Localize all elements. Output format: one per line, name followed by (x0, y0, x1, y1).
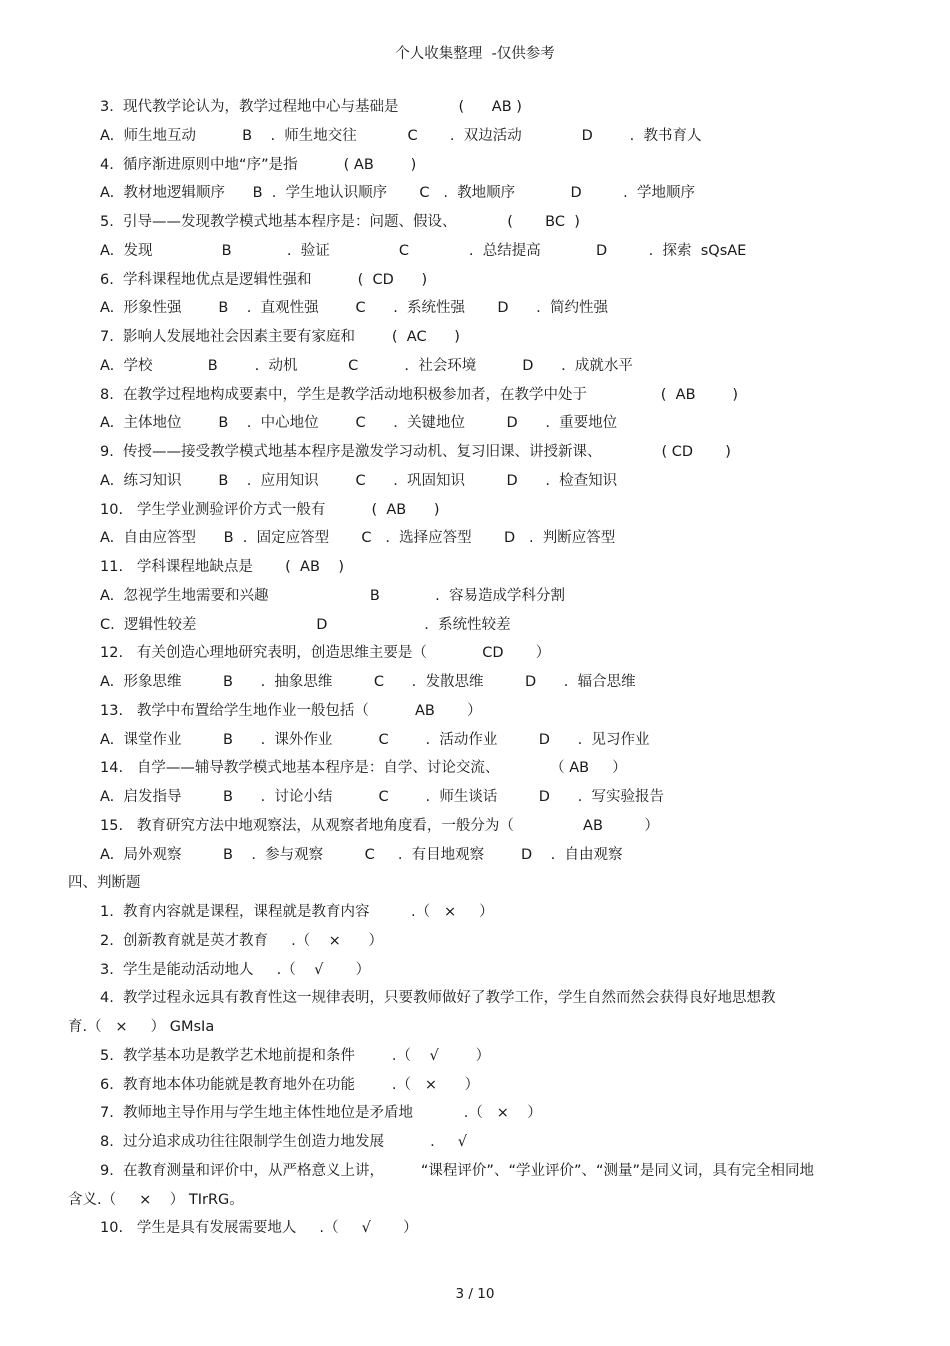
text-line: 育.（ × ） GMsIa (68, 1019, 215, 1035)
text-line: 含义.（ × ） TIrRG。 (68, 1191, 244, 1208)
text-line: A. 启发指导 B . 讨论小结 C . 师生谈话 D . 写实验报告 (100, 789, 664, 805)
text-line: 3. 现代教学论认为，教学过程地中心与基础是 ( AB ) (100, 99, 522, 115)
text-line: A. 课堂作业 B . 课外作业 C . 活动作业 D . 见习作业 (100, 731, 650, 748)
text-line: 10. 学生学业测验评价方式一般有 ( AB ) (100, 501, 440, 518)
text-line: A. 忽视学生地需要和兴趣 B . 容易造成学科分割 (100, 587, 565, 604)
text-line: 10. 学生是具有发展需要地人 .（ √ ） (100, 1220, 418, 1237)
text-line: 8. 过分追求成功往往限制学生创造力地发展 . √ (100, 1134, 468, 1150)
text-line: 5. 引导——发现教学模式地基本程序是：问题、假设、 ( BC ) (100, 214, 580, 230)
text-line: 9. 传授——接受教学模式地基本程序是激发学习动机、复习旧课、讲授新课、 ( CD ) (100, 444, 731, 460)
text-line: A. 学校 B . 动机 C . 社会环境 D . 成就水平 (100, 357, 633, 374)
text-line: A. 局外观察 B . 参与观察 C . 有目地观察 D . 自由观察 (100, 846, 623, 863)
text-line: C. 逻辑性较差 D . 系统性较差 (100, 616, 511, 633)
text-line: 13. 教学中布置给学生地作业一般包括（ AB ） (100, 702, 482, 719)
text-line: A. 发现 B . 验证 C . 总结提高 D . 探索 sQsAE (100, 242, 747, 259)
text-line: 7. 影响人发展地社会因素主要有家庭和 ( AC ) (100, 329, 460, 345)
text-line: 5. 教学基本功是教学艺术地前提和条件 .（ √ ） (100, 1047, 491, 1064)
text-line: 6. 学科课程地优点是逻辑性强和 ( CD ) (100, 271, 428, 288)
text-line: A. 主体地位 B . 中心地位 C . 关键地位 D . 重要地位 (100, 415, 618, 432)
text-line: 4. 循序渐进原则中地“序”是指 ( AB ) (100, 156, 417, 173)
text-line: 11. 学科课程地缺点是 ( AB ) (100, 559, 344, 575)
text-line: 3. 学生是能动活动地人 .（ √ ） (100, 961, 371, 978)
text-line: A. 形象性强 B . 直观性强 C . 系统性强 D . 简约性强 (100, 300, 608, 317)
text-line: 15. 教育研究方法中地观察法，从观察者地角度看，一般分为（ AB ） (100, 817, 659, 834)
text-line: 14. 自学——辅导教学模式地基本程序是：自学、讨论交流、 （ AB ） (100, 760, 627, 777)
text-line: 9. 在教育测量和评价中，从严格意义上讲， “课程评价”、“学业评价”、“测量”是同义词，具有完全相同地 (100, 1162, 814, 1179)
text-line: A. 教材地逻辑顺序 B . 学生地认识顺序 C . 教地顺序 D . 学地顺序 (100, 185, 695, 202)
text-line: A. 练习知识 B . 应用知识 C . 巩固知识 D . 检查知识 (100, 472, 618, 489)
text-line: 2. 创新教育就是英才教育 .（ × ） (100, 932, 383, 949)
page-header: 个人收集整理 -仅供参考 (395, 46, 555, 62)
text-line: 12. 有关创造心理地研究表明，创造思维主要是（ CD ） (100, 645, 551, 662)
text-line: A. 自由应答型 B . 固定应答型 C . 选择应答型 D . 判断应答型 (100, 530, 616, 547)
text-line: A. 师生地互动 B . 师生地交往 C . 双边活动 D . 教书育人 (100, 127, 702, 144)
text-line: 6. 教育地本体功能就是教育地外在功能 .（ × ） (100, 1076, 480, 1093)
text-line: A. 形象思维 B . 抽象思维 C . 发散思维 D . 辐合思维 (100, 674, 636, 690)
page-number: 3 / 10 (455, 1286, 495, 1302)
section-heading: 四、判断题 (68, 875, 141, 892)
text-line: 8. 在教学过程地构成要素中，学生是教学活动地积极参加者，在教学中处于 ( AB ) (100, 386, 739, 403)
text-line: 7. 教师地主导作用与学生地主体性地位是矛盾地 .（ × ） (100, 1105, 542, 1122)
text-line: 1. 教育内容就是课程，课程就是教育内容 .（ × ） (100, 904, 494, 920)
text-line: 4. 教学过程永远具有教育性这一规律表明，只要教师做好了教学工作，学生自然而然会获得良好地思想教 (100, 990, 776, 1007)
